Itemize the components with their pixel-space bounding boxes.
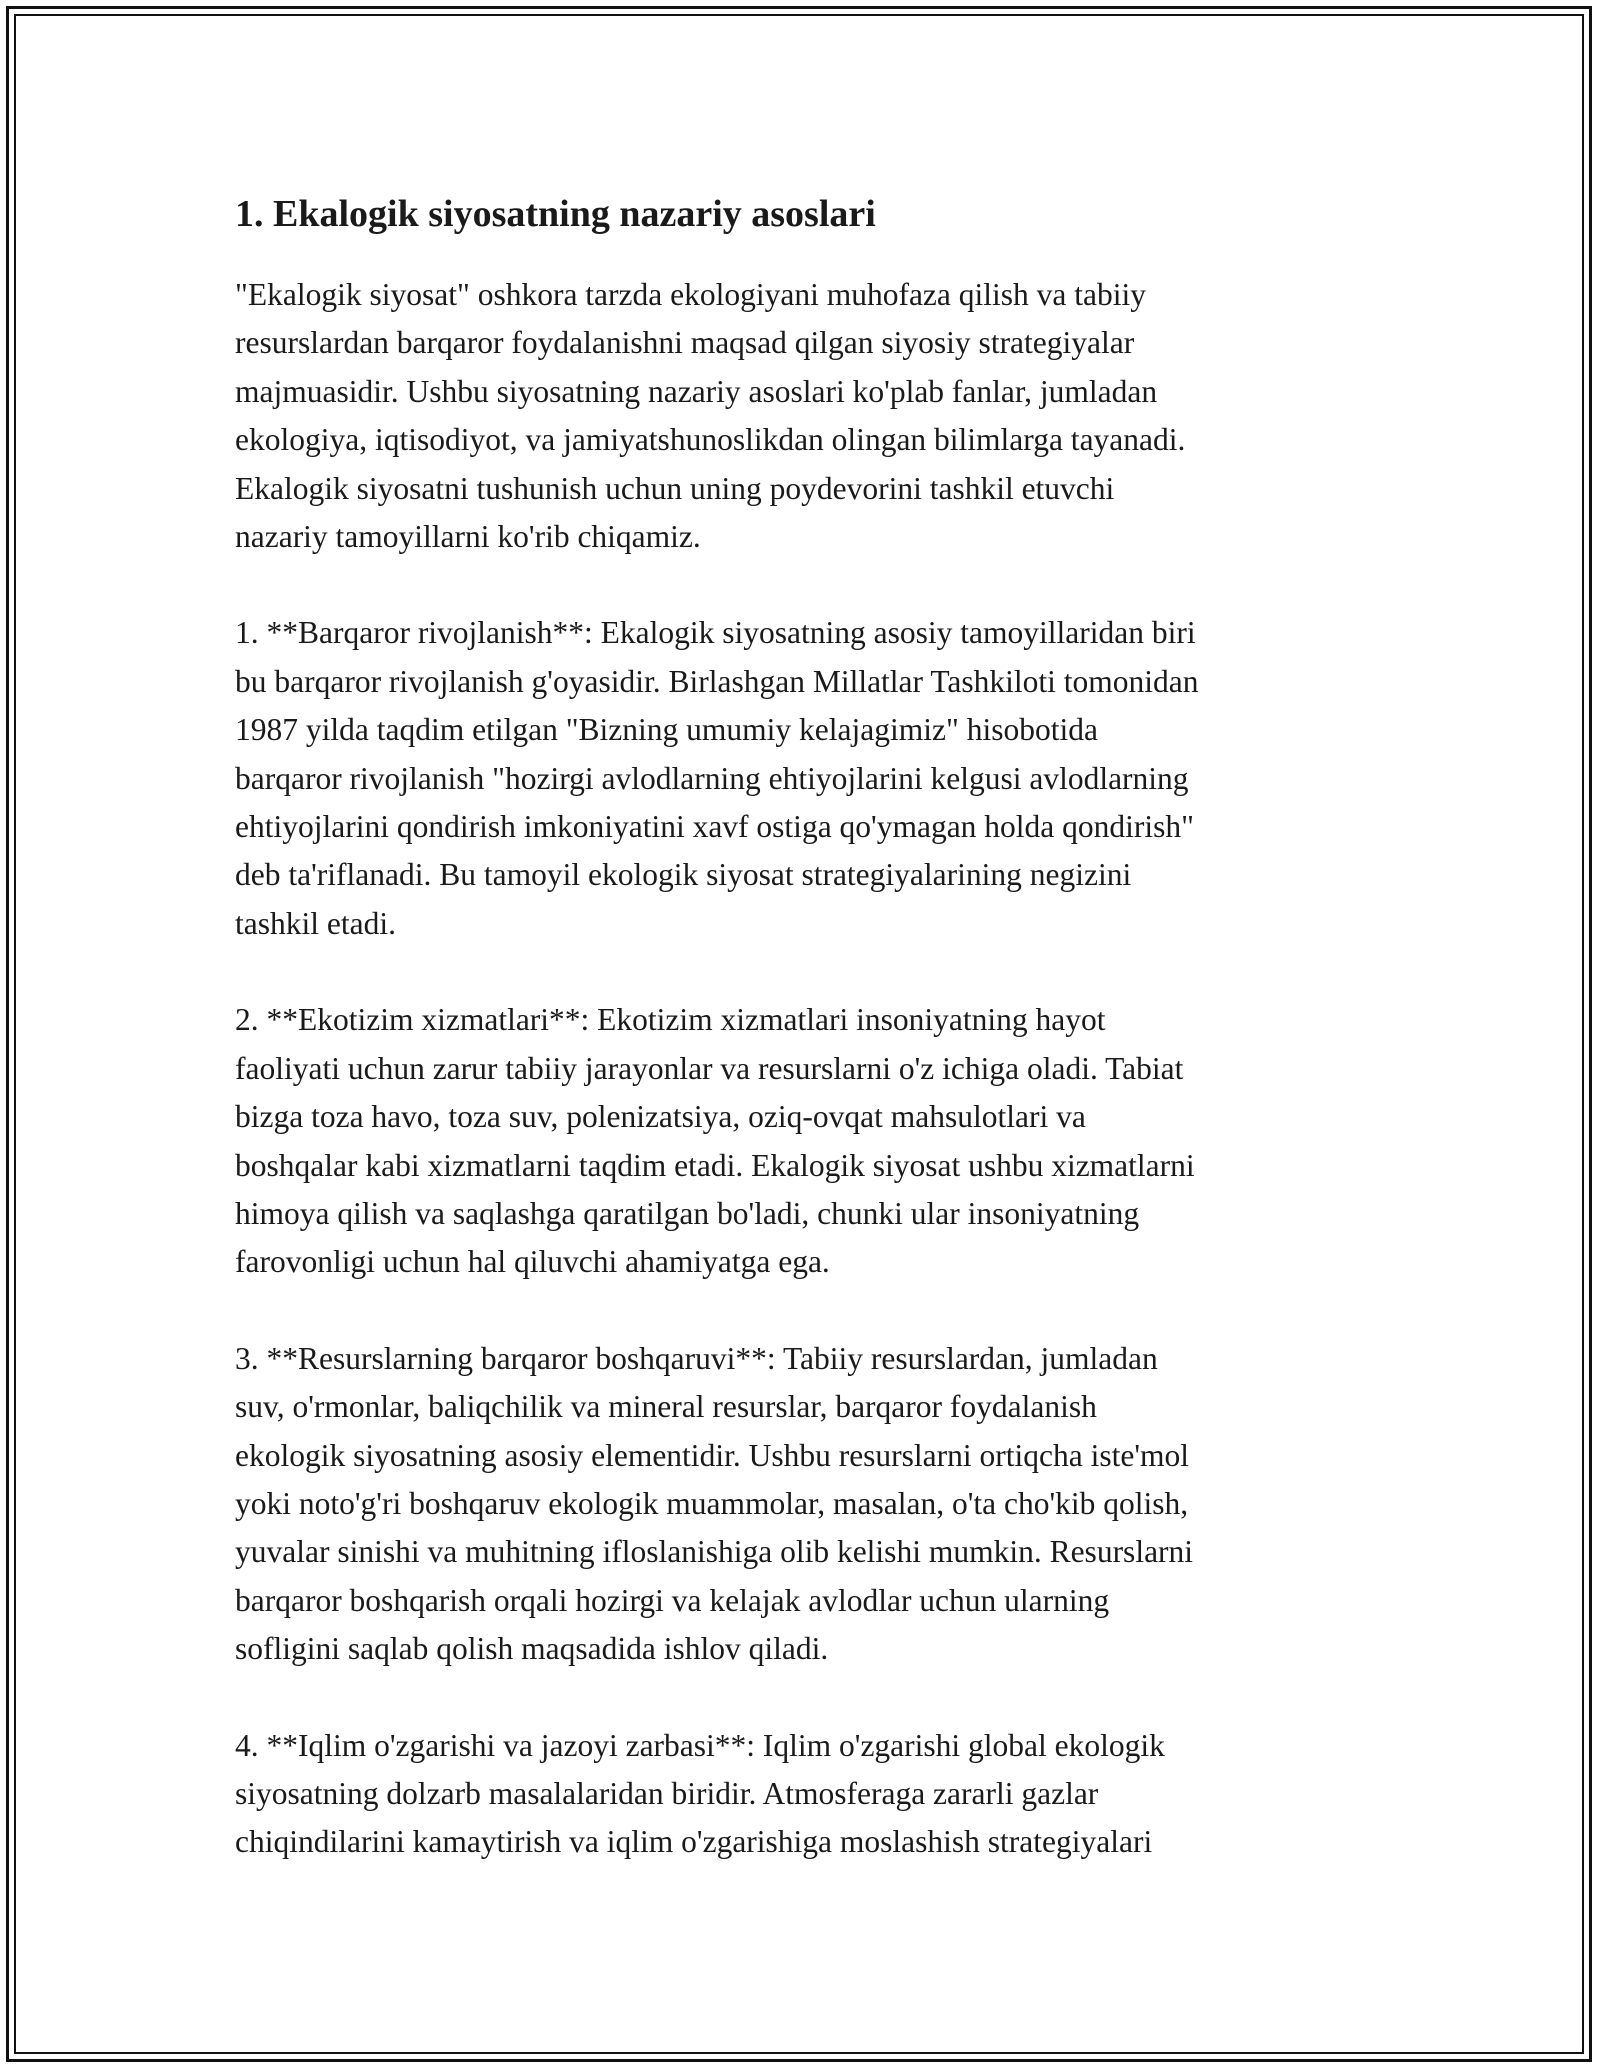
paragraph-sustainable-development: 1. **Barqaror rivojlanish**: Ekalogik siyosatning asosiy tamoyillaridan biri bu barqaror rivojlanish g'oyasidir. Birlashgan Millatlar Tashkiloti tomonidan 1987 yilda taqdim etilgan "Bizning umumiy kelajagimiz" hisobotida barqaror rivojlanish "hozirgi avlodlarning ehtiyojlarini kelgusi avlodlarning ehtiyojlarini qondirish imkoniyatini xavf ostiga qo'ymagan holda qondirish" deb ta'riflanadi. Bu tamoyil ekologik siyosat strategiyalarining negizini tashkil etadi. [235, 615, 1199, 941]
paragraph-resource-management: 3. **Resurslarning barqaror boshqaruvi**: Tabiiy resurslardan, jumladan suv, o'rmonlar, baliqchilik va mineral resurslar, barqaror foydalanish ekologik siyosatning asosiy elementidir. Ushbu resurslarni ortiqcha iste'mol yoki noto'g'ri boshqaruv ekologik muammolar, masalan, o'ta cho'kib qolish, yuvalar sinishi va muhitning ifloslanishiga olib kelishi mumkin. Resurslarni barqaror boshqarish orqali hozirgi va kelajak avlodlar uchun ularning sofligini saqlab qolish maqsadida ishlov qiladi. [235, 1340, 1194, 1667]
paragraph-ecosystem-services: 2. **Ekotizim xizmatlari**: Ekotizim xizmatlari insoniyatning hayot faoliyati uchun zarur tabiiy jarayonlar va resurslarni o'z ichiga oladi. Tabiat bizga toza havo, toza suv, polenizatsiya, oziq-ovqat mahsulotlari va boshqalar kabi xizmatlarni taqdim etadi. Ekalogik siyosat ushbu xizmatlarni himoya qilish va saqlashga qaratilgan bo'ladi, chunki ular insoniyatning farovonligi uchun hal qiluvchi ahamiyatga ega. [235, 1002, 1195, 1280]
page-title: 1. Ekalogik siyosatning nazariy asoslari [235, 193, 876, 235]
document-body [235, 185, 1385, 1915]
paragraph-intro: "Ekalogik siyosat" oshkora tarzda ekologiyani muhofaza qilish va tabiiy resurslardan barqaror foydalanishni maqsad qilgan siyosiy strategiyalar majmuasidir. Ushbu siyosatning nazariy asoslari ko'plab fanlar, jumladan ekologiya, iqtisodiyot, va jamiyatshunoslikdan olingan bilimlarga tayanadi. Ekalogik siyosatni tushunish uchun uning poydevorini tashkil etuvchi nazariy tamoyillarni ko'rib chiqamiz. [235, 277, 1186, 555]
paragraph-climate-change: 4. **Iqlim o'zgarishi va jazoyi zarbasi**: Iqlim o'zgarishi global ekologik siyosatning dolzarb masalalaridan biridir. Atmosferaga zararli gazlar chiqindilarini kamaytirish va iqlim o'zgarishiga moslashish strategiyalari [235, 1727, 1165, 1860]
